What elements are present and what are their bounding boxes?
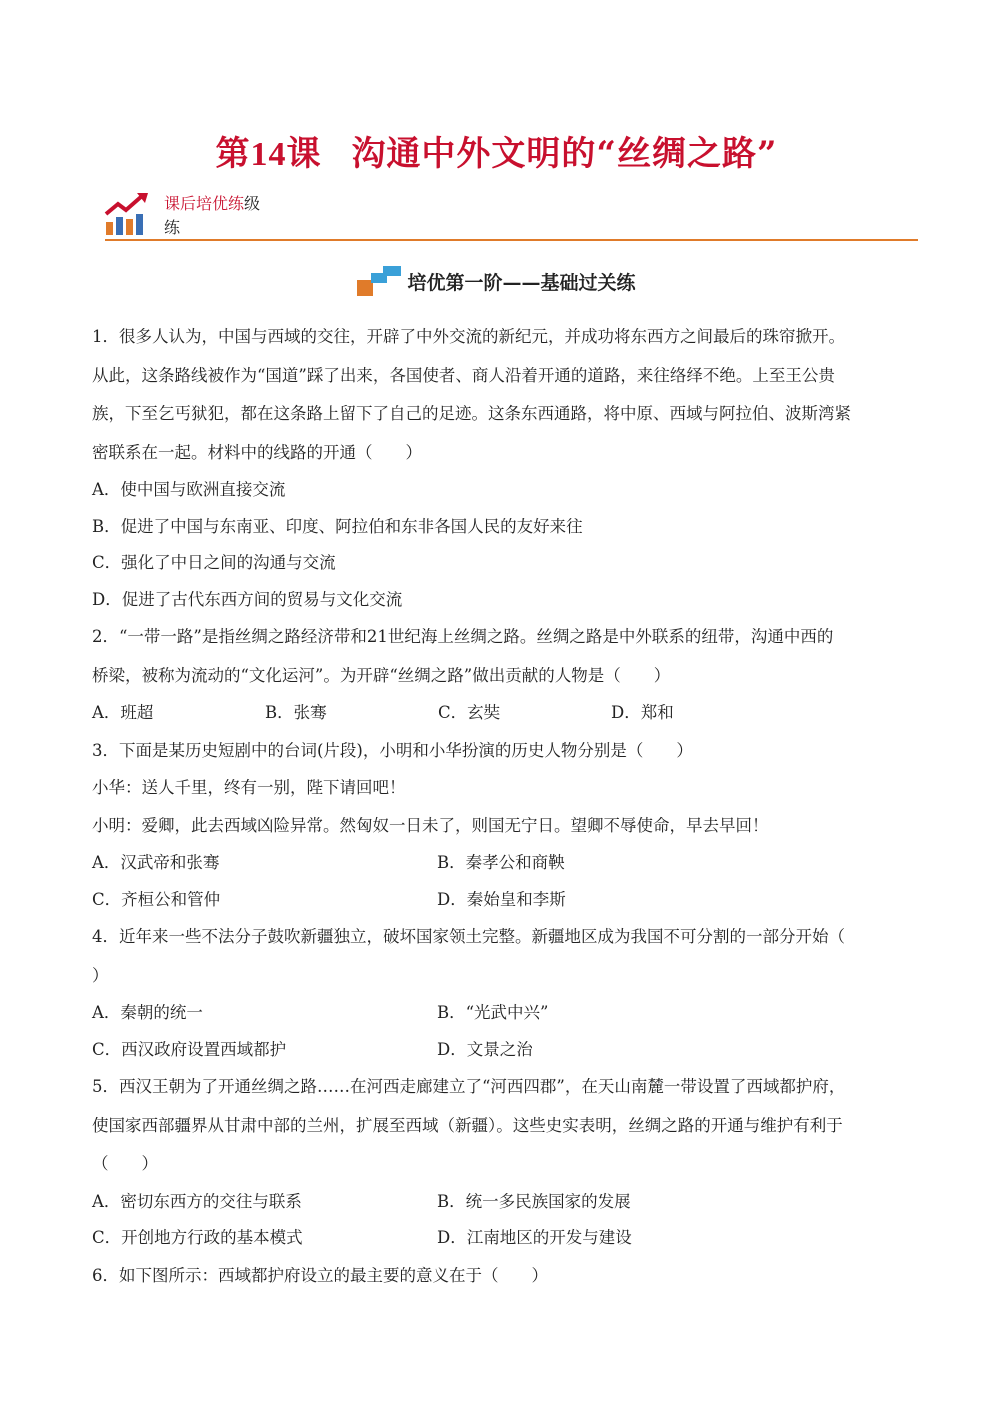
question-3-options-row1 (92, 845, 904, 882)
question-1-option-c: C．强化了中日之间的沟通与交流 (92, 553, 336, 572)
question-5-text: （ ） (92, 1154, 158, 1173)
question-3-dialogue: 小明：爱卿，此去西域凶险异常。然匈奴一日未了，则国无宁日。望卿不辱使命，早去早回！ (92, 815, 769, 835)
question-3-option-d: D．秦始皇和李斯 (437, 889, 566, 909)
question-list (92, 318, 904, 1295)
question-5-text: 5．西汉王朝为了开通丝绸之路……在河西走廊建立了“河西四郡”，在天山南麓一带设置了西域都护府， (92, 1077, 846, 1096)
question-2-option-a: A．班超 (92, 703, 154, 722)
question-3-text: 3．下面是某历史短剧中的台词(片段)，小明和小华扮演的历史人物分别是（ ） (92, 740, 693, 760)
question-2-option-c: C．玄奘 (438, 703, 501, 722)
header-divider (105, 239, 918, 241)
question-4-options-row2 (92, 1032, 904, 1069)
question-5-option-d: D．江南地区的开发与建设 (437, 1228, 632, 1247)
question-1-option-d: D．促进了古代东西方间的贸易与文化交流 (92, 589, 403, 609)
growth-chart-icon (104, 192, 150, 236)
question-1-text: 族，下至乞丐狱犯，都在这条路上留下了自己的足迹。这条东西通路，将中原、西域与阿拉伯、波斯湾紧 (92, 404, 851, 423)
question-1-text: 从此，这条路线被作为“国道”踩了出来，各国使者、商人沿着开通的道路，来往络绎不绝。上至王公贵 (92, 365, 835, 385)
question-5-option-b: B．统一多民族国家的发展 (437, 1191, 631, 1211)
question-4-options-row1 (92, 995, 904, 1032)
question-1-option-b: B．促进了中国与东南亚、印度、阿拉伯和东非各国人民的友好来往 (92, 516, 583, 536)
page-title: 第14课 沟通中外文明的“丝绸之路” (215, 134, 778, 174)
question-4-option-d: D．文景之治 (437, 1039, 533, 1059)
question-3-dialogue: 小华：送人千里，终有一别，陛下请回吧！ (92, 778, 406, 797)
question-3-options-row2 (92, 882, 904, 919)
question-4-text: ） (92, 965, 109, 985)
question-3-option-b: B．秦孝公和商鞅 (437, 853, 565, 872)
question-2-option-b: B．张骞 (265, 703, 327, 722)
question-4-option-b: B．“光武中兴” (437, 1003, 549, 1022)
question-1-option-a: A．使中国与欧洲直接交流 (92, 480, 286, 499)
question-3-option-c: C．齐桓公和管仲 (92, 889, 221, 909)
question-5-options-row1 (92, 1184, 904, 1221)
question-6-text: 6．如下图所示：西域都护府设立的最主要的意义在于（ ） (92, 1265, 548, 1285)
question-3-option-a: A．汉武帝和张骞 (92, 853, 220, 872)
question-2-text: 2．“一带一路”是指丝绸之路经济带和21世纪海上丝绸之路。丝绸之路是中外联系的纽带，沟通中西的 (92, 627, 834, 646)
stairs-icon (357, 266, 401, 296)
question-5-options-row2 (92, 1220, 904, 1257)
question-2-options (92, 695, 904, 732)
question-4-text: 4．近年来一些不法分子鼓吹新疆独立，破坏国家领土完整。新疆地区成为我国不可分割的一部分开始（ (92, 927, 845, 946)
question-2-text: 桥梁，被称为流动的“文化运河”。为开辟“丝绸之路”做出贡献的人物是（ ） (92, 665, 671, 685)
question-4-option-a: A．秦朝的统一 (92, 1003, 203, 1022)
question-1-text: 1．很多人认为，中国与西域的交往，开辟了中外交流的新纪元，并成功将东西方之间最后的珠帘掀开。 (92, 327, 845, 346)
question-2-option-d: D．郑和 (611, 703, 674, 722)
question-5-option-a: A．密切东西方的交往与联系 (92, 1191, 302, 1211)
question-4-option-c: C．西汉政府设置西域都护 (92, 1039, 287, 1059)
section-heading: 培优第一阶——基础过关练 (0, 266, 993, 300)
question-1-text: 密联系在一起。材料中的线路的开通（ ） (92, 442, 422, 462)
question-5-option-c: C．开创地方行政的基本模式 (92, 1228, 303, 1247)
subtitle: 课后培优练级 练 (164, 194, 261, 237)
question-5-text: 使国家西部疆界从甘肃中部的兰州，扩展至西域（新疆）。这些史实表明，丝绸之路的开通与维护有利于 (92, 1115, 843, 1135)
